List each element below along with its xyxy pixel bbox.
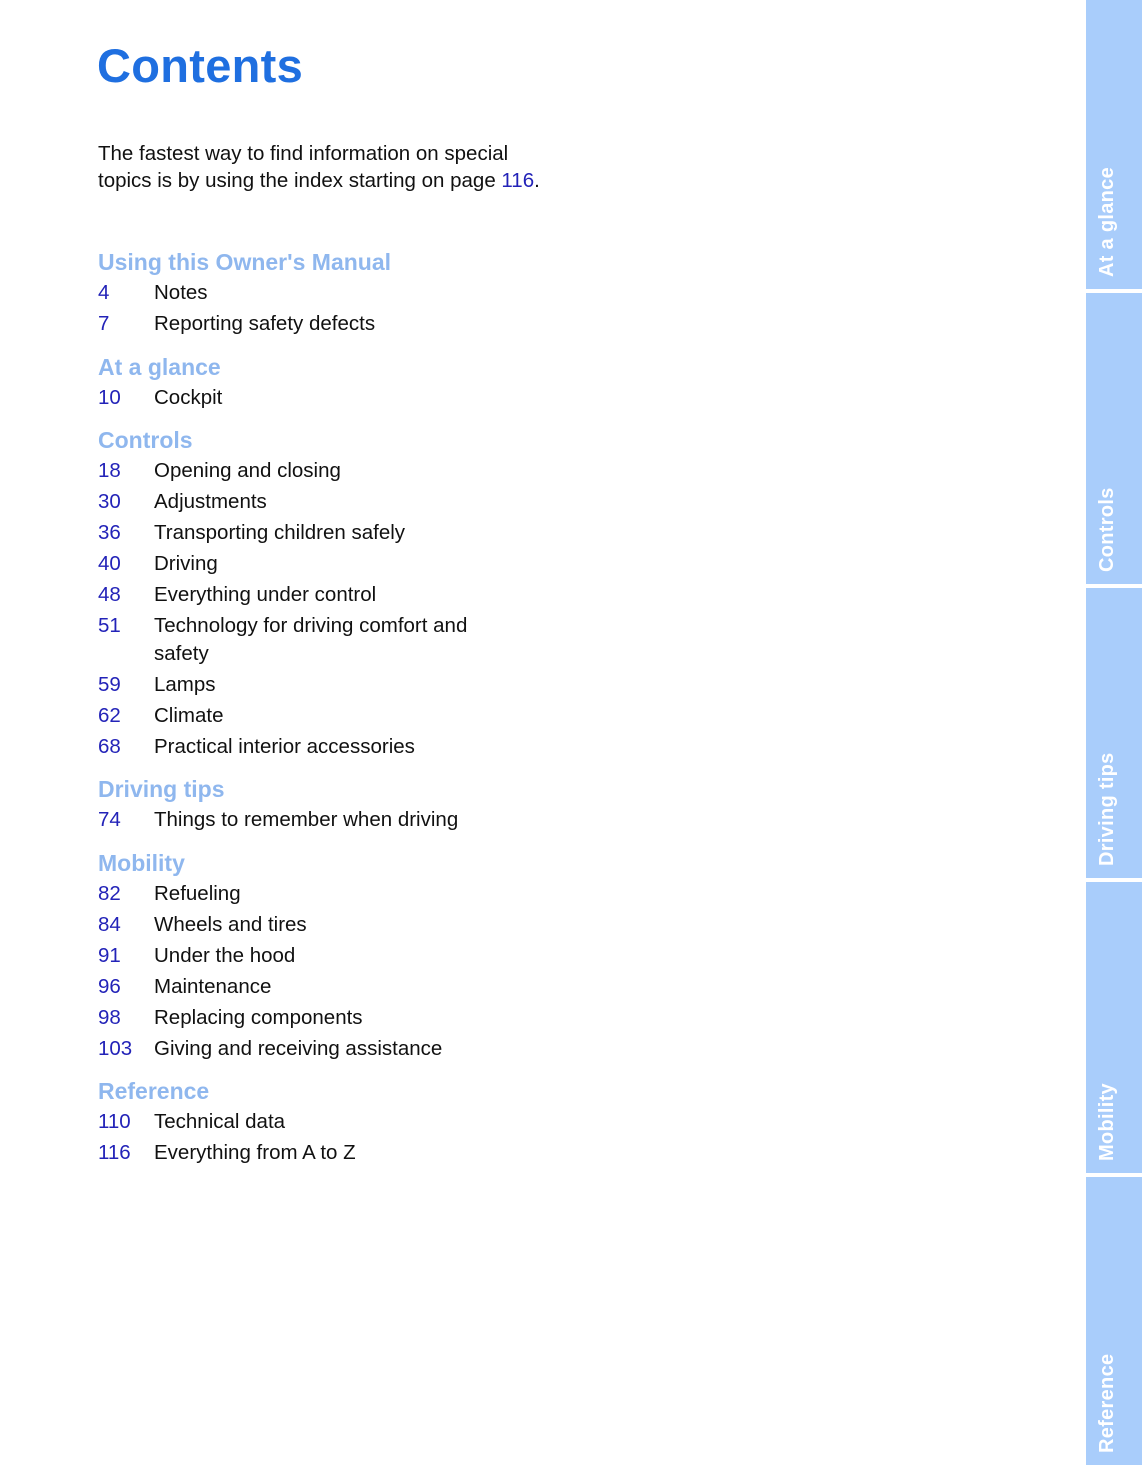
section-title: Mobility (98, 849, 185, 876)
toc-section-using-this-owner-s-manual (98, 247, 618, 338)
toc-entry[interactable] (98, 1004, 618, 1032)
tab-at-a-glance[interactable] (1086, 0, 1142, 289)
toc-entry[interactable] (98, 973, 618, 1001)
section-title: Using this Owner's Manual (98, 249, 392, 275)
intro-paragraph (98, 140, 558, 194)
entry-title: Lamps (154, 672, 216, 696)
entry-page-number[interactable]: 36 (98, 521, 121, 544)
toc-entry[interactable] (98, 550, 618, 578)
entry-title: Notes (154, 281, 208, 304)
toc-entry[interactable] (98, 488, 618, 516)
entry-title: Under the hood (154, 943, 296, 967)
toc-entry[interactable] (98, 310, 618, 338)
entry-title: Replacing components (154, 1005, 363, 1029)
entry-page-number[interactable]: 68 (98, 734, 121, 758)
entry-page-number[interactable]: 51 (98, 614, 121, 637)
tab-driving-tips[interactable] (1086, 588, 1142, 878)
toc-entry[interactable] (98, 671, 618, 699)
section-title: Driving tips (98, 776, 225, 802)
entry-page-number[interactable]: 116 (98, 1141, 131, 1164)
section-title: Reference (98, 1078, 210, 1104)
entry-page-number[interactable]: 10 (98, 385, 121, 409)
entry-page-number[interactable]: 4 (98, 281, 110, 304)
tab-label: Driving tips (1096, 752, 1118, 866)
toc-entry[interactable] (98, 1108, 618, 1136)
entry-title: Everything under control (154, 583, 377, 606)
entry-title: Wheels and tires (154, 912, 307, 936)
entry-title: Giving and receiving assistance (154, 1036, 443, 1060)
toc-section-at-a-glance (98, 352, 618, 412)
section-title: At a glance (98, 353, 221, 380)
toc-entry[interactable] (98, 1139, 618, 1167)
toc-entry[interactable] (98, 911, 618, 939)
entry-title: Reporting safety defects (154, 312, 376, 335)
intro-text-end: . (534, 169, 540, 192)
entry-title: Everything from A to Z (154, 1141, 356, 1164)
toc-entry[interactable] (98, 612, 618, 667)
entry-page-number[interactable]: 82 (98, 881, 121, 905)
chapter-tabs (1086, 0, 1142, 1465)
toc-section-mobility (98, 848, 618, 1063)
toc-entry[interactable] (98, 702, 618, 730)
toc-entry[interactable] (98, 457, 618, 485)
toc-entry[interactable] (98, 1035, 618, 1063)
toc-entry[interactable] (98, 733, 618, 761)
toc-entry[interactable] (98, 880, 618, 908)
table-of-contents (98, 247, 618, 1181)
toc-section-reference (98, 1076, 618, 1167)
entry-title: Adjustments (154, 490, 267, 513)
entry-page-number[interactable]: 62 (98, 703, 121, 727)
toc-section-driving-tips (98, 774, 618, 834)
entry-page-number[interactable]: 96 (98, 974, 121, 998)
tab-controls[interactable] (1086, 293, 1142, 584)
entry-page-number[interactable]: 18 (98, 459, 121, 482)
entry-title: Driving (154, 552, 218, 575)
toc-entry[interactable] (98, 581, 618, 609)
intro-text: The fastest way to find information on special topics is by using the index starting on page (98, 142, 509, 192)
index-page-link[interactable]: 116 (501, 169, 535, 192)
tab-label: Controls (1096, 487, 1118, 572)
entry-page-number[interactable]: 84 (98, 912, 121, 936)
entry-title: Technical data (154, 1110, 286, 1133)
tab-label: At a glance (1096, 167, 1118, 277)
entry-page-number[interactable]: 74 (98, 808, 121, 831)
entry-page-number[interactable]: 91 (98, 943, 121, 967)
entry-page-number[interactable]: 7 (98, 312, 110, 335)
entry-title: Climate (154, 703, 224, 727)
tab-label: Reference (1096, 1353, 1118, 1453)
section-title: Controls (98, 427, 193, 453)
entry-page-number[interactable]: 48 (98, 583, 121, 606)
entry-title: Things to remember when driving (154, 808, 459, 831)
entry-page-number[interactable]: 40 (98, 552, 121, 575)
entry-title: Practical interior accessories (154, 734, 415, 758)
toc-section-controls (98, 425, 618, 760)
toc-entry[interactable] (98, 519, 618, 547)
entry-page-number[interactable]: 30 (98, 490, 121, 513)
tab-label: Mobility (1096, 1083, 1118, 1161)
toc-entry[interactable] (98, 806, 618, 834)
tab-reference[interactable] (1086, 1177, 1142, 1465)
entry-page-number[interactable]: 103 (98, 1036, 133, 1060)
toc-entry[interactable] (98, 942, 618, 970)
tab-mobility[interactable] (1086, 882, 1142, 1173)
page-title: Contents (97, 39, 304, 92)
entry-title: Maintenance (154, 974, 272, 998)
entry-title: Cockpit (154, 385, 223, 409)
entry-page-number[interactable]: 98 (98, 1005, 121, 1029)
toc-entry[interactable] (98, 279, 618, 307)
entry-title: Transporting children safely (154, 521, 406, 544)
entry-title: Technology for driving comfort and safety (154, 614, 468, 665)
entry-page-number[interactable]: 59 (98, 672, 121, 696)
entry-title: Opening and closing (154, 459, 341, 482)
toc-entry[interactable] (98, 384, 618, 412)
entry-page-number[interactable]: 110 (98, 1110, 131, 1133)
entry-title: Refueling (154, 881, 241, 905)
